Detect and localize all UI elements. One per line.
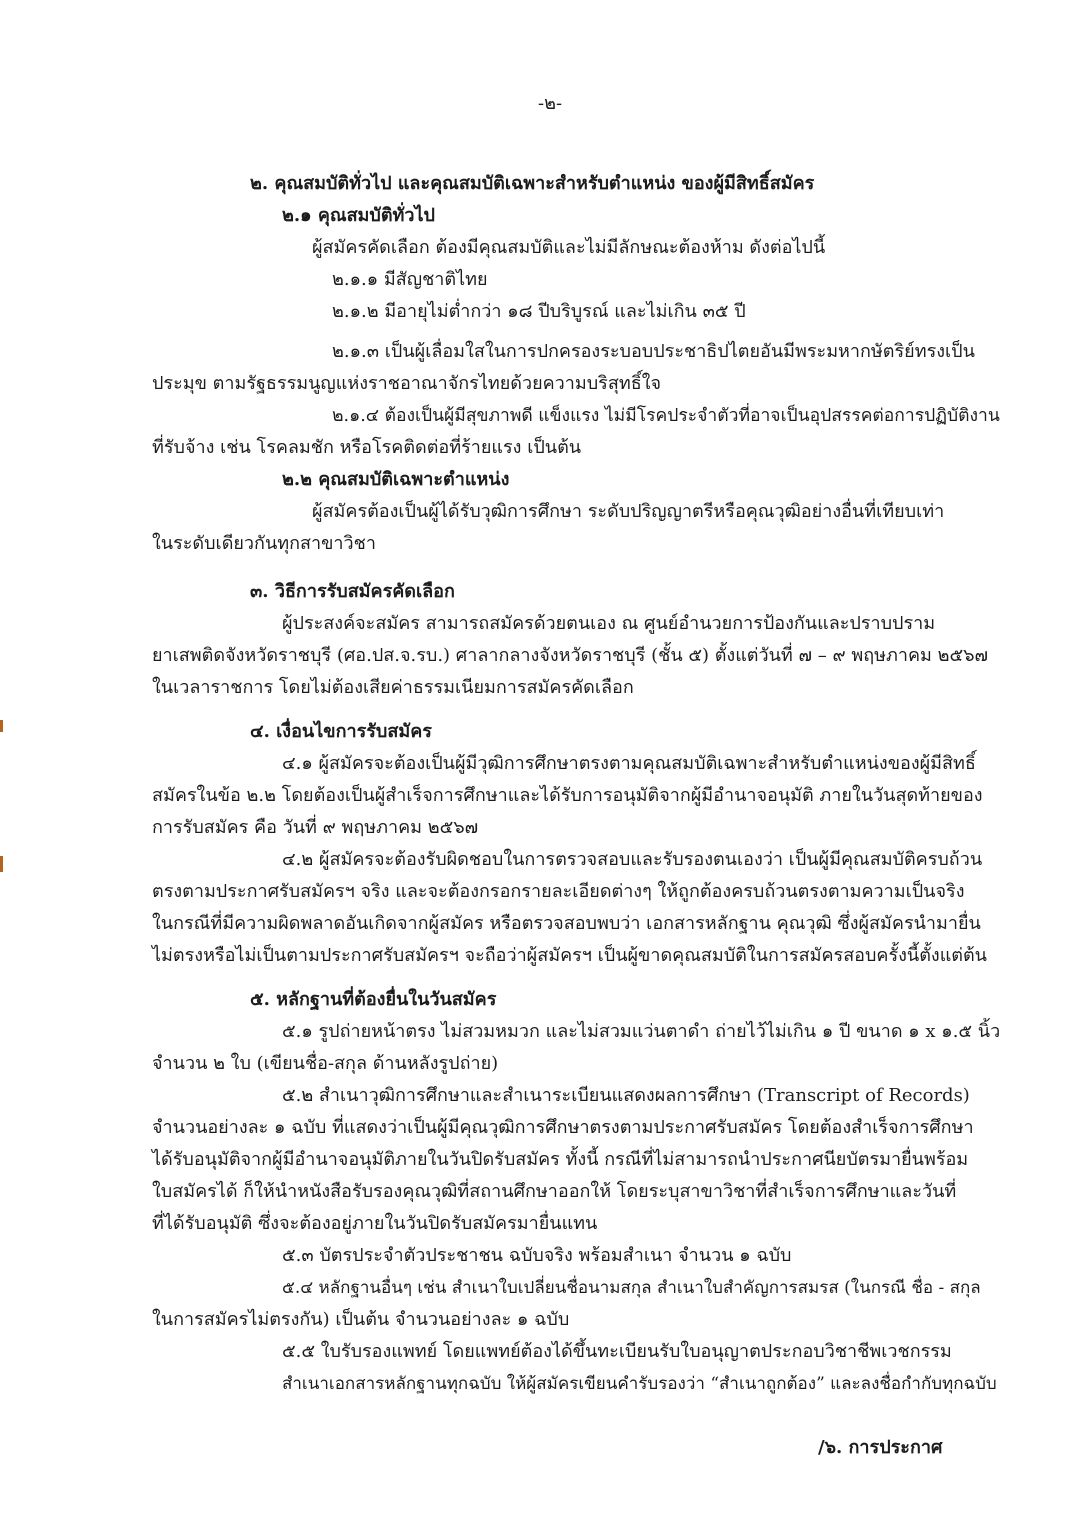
paragraph-line: ยาเสพติดจังหวัดราชบุรี (ศอ.ปส.จ.รบ.) ศาลากลางจังหวัดราชบุรี (ชั้น ๕) ตั้งแต่วันที่ ๗ – ๙ พฤษภาคม ๒๕๖๗	[152, 645, 989, 666]
paragraph-line: ผู้สมัครคัดเลือก ต้องมีคุณสมบัติและไม่มีลักษณะต้องห้าม ดังต่อไปนี้	[312, 237, 826, 258]
section-2-2-heading: ๒.๒ คุณสมบัติเฉพาะตำแหน่ง	[282, 469, 510, 490]
list-item: ๒.๑.๒ มีอายุไม่ต่ำกว่า ๑๘ ปีบริบูรณ์ และไม่เกิน ๓๕ ปี	[332, 301, 746, 322]
paragraph-line: ในกรณีที่มีความผิดพลาดอันเกิดจากผู้สมัคร หรือตรวจสอบพบว่า เอกสารหลักฐาน คุณวุฒิ ซึ่งผู้สมัครนำมายื่น	[152, 913, 981, 934]
paragraph-line: ที่ได้รับอนุมัติ ซึ่งจะต้องอยู่ภายในวันปิดรับสมัครมายื่นแทน	[152, 1213, 598, 1234]
paragraph-line: ผู้สมัครต้องเป็นผู้ได้รับวุฒิการศึกษา ระดับปริญญาตรีหรือคุณวุฒิอย่างอื่นที่เทียบเท่า	[312, 501, 945, 522]
page-number: -๒-	[538, 93, 563, 114]
paragraph-line: ประมุข ตามรัฐธรรมนูญแห่งราชอาณาจักรไทยด้วยความบริสุทธิ์ใจ	[152, 373, 662, 394]
paragraph-line: ผู้ประสงค์จะสมัคร สามารถสมัครด้วยตนเอง ณ ศูนย์อำนวยการป้องกันและปราบปราม	[282, 613, 936, 634]
list-item: ๕.๔ หลักฐานอื่นๆ เช่น สำเนาใบเปลี่ยนชื่อนามสกุล สำเนาใบสำคัญการสมรส (ในกรณี ชื่อ - สกุล	[282, 1278, 981, 1298]
paragraph-line: ในระดับเดียวกันทุกสาขาวิชา	[152, 533, 376, 554]
list-item: ๕.๑ รูปถ่ายหน้าตรง ไม่สวมหมวก และไม่สวมแว่นตาดำ ถ่ายไว้ไม่เกิน ๑ ปี ขนาด ๑ x ๑.๕ นิ้ว	[282, 1021, 1001, 1042]
section-5-heading: ๕. หลักฐานที่ต้องยื่นในวันสมัคร	[250, 989, 497, 1010]
paragraph-line: ได้รับอนุมัติจากผู้มีอำนาจอนุมัติภายในวันปิดรับสมัคร ทั้งนี้ กรณีที่ไม่สามารถนำประกาศนียบัตรมายื่นพร้อม	[152, 1149, 969, 1170]
paragraph-line: ที่รับจ้าง เช่น โรคลมชัก หรือโรคติดต่อที่ร้ายแรง เป็นต้น	[152, 437, 582, 458]
paragraph-line: สำเนาเอกสารหลักฐานทุกฉบับ ให้ผู้สมัครเขียนคำรับรองว่า “สำเนาถูกต้อง” และลงชื่อกำกับทุกฉบับ	[282, 1374, 997, 1394]
scan-edge-mark	[0, 720, 3, 732]
list-item: ๒.๑.๑ มีสัญชาติไทย	[332, 269, 488, 290]
list-item: ๒.๑.๔ ต้องเป็นผู้มีสุขภาพดี แข็งแรง ไม่มีโรคประจำตัวที่อาจเป็นอุปสรรคต่อการปฏิบัติงาน	[332, 406, 1000, 426]
paragraph-line: ในการสมัครไม่ตรงกัน) เป็นต้น จำนวนอย่างละ ๑ ฉบับ	[152, 1309, 570, 1330]
list-item: ๔.๑ ผู้สมัครจะต้องเป็นผู้มีวุฒิการศึกษาตรงตามคุณสมบัติเฉพาะสำหรับตำแหน่งของผู้มีสิทธิ์	[282, 753, 976, 774]
scan-edge-mark	[0, 856, 3, 872]
paragraph-line: จำนวนอย่างละ ๑ ฉบับ ที่แสดงว่าเป็นผู้มีคุณวุฒิการศึกษาตรงตามประกาศรับสมัคร โดยต้องสำเร็จการศึกษา	[152, 1117, 974, 1138]
list-item: ๔.๒ ผู้สมัครจะต้องรับผิดชอบในการตรวจสอบและรับรองตนเองว่า เป็นผู้มีคุณสมบัติครบถ้วน	[282, 849, 983, 870]
section-2-heading: ๒. คุณสมบัติทั่วไป และคุณสมบัติเฉพาะสำหรับตำแหน่ง ของผู้มีสิทธิ์สมัคร	[250, 173, 815, 194]
section-4-heading: ๔. เงื่อนไขการรับสมัคร	[250, 721, 432, 742]
section-3-heading: ๓. วิธีการรับสมัครคัดเลือก	[250, 581, 455, 602]
list-item: ๒.๑.๓ เป็นผู้เลื่อมใสในการปกครองระบอบประชาธิปไตยอันมีพระมหากษัตริย์ทรงเป็น	[332, 341, 975, 362]
list-item: ๕.๒ สำเนาวุฒิการศึกษาและสำเนาระเบียนแสดงผลการศึกษา (Transcript of Records)	[282, 1085, 970, 1106]
section-2-1-heading: ๒.๑ คุณสมบัติทั่วไป	[282, 205, 435, 226]
list-item: ๕.๕ ใบรับรองแพทย์ โดยแพทย์ต้องได้ขึ้นทะเบียนรับใบอนุญาตประกอบวิชาชีพเวชกรรม	[282, 1341, 952, 1362]
paragraph-line: การรับสมัคร คือ วันที่ ๙ พฤษภาคม ๒๕๖๗	[152, 817, 479, 838]
continuation-note: /๖. การประกาศ	[818, 1437, 943, 1458]
paragraph-line: จำนวน ๒ ใบ (เขียนชื่อ-สกุล ด้านหลังรูปถ่าย)	[152, 1053, 499, 1074]
paragraph-line: ใบสมัครได้ ก็ให้นำหนังสือรับรองคุณวุฒิที่สถานศึกษาออกให้ โดยระบุสาขาวิชาที่สำเร็จการศึกษาและวันที่	[152, 1181, 957, 1202]
paragraph-line: สมัครในข้อ ๒.๒ โดยต้องเป็นผู้สำเร็จการศึกษาและได้รับการอนุมัติจากผู้มีอำนาจอนุมัติ ภายในวันสุดท้ายของ	[152, 785, 983, 806]
list-item: ๕.๓ บัตรประจำตัวประชาชน ฉบับจริง พร้อมสำเนา จำนวน ๑ ฉบับ	[282, 1245, 792, 1266]
paragraph-line: ตรงตามประกาศรับสมัครฯ จริง และจะต้องกรอกรายละเอียดต่างๆ ให้ถูกต้องครบถ้วนตรงตามความเป็นจริง	[152, 881, 965, 902]
paragraph-line: ไม่ตรงหรือไม่เป็นตามประกาศรับสมัครฯ จะถือว่าผู้สมัครฯ เป็นผู้ขาดคุณสมบัติในการสมัครสอบครั้งนี้ตั้งแต่ต้น	[152, 945, 987, 966]
paragraph-line: ในเวลาราชการ โดยไม่ต้องเสียค่าธรรมเนียมการสมัครคัดเลือก	[152, 677, 634, 698]
